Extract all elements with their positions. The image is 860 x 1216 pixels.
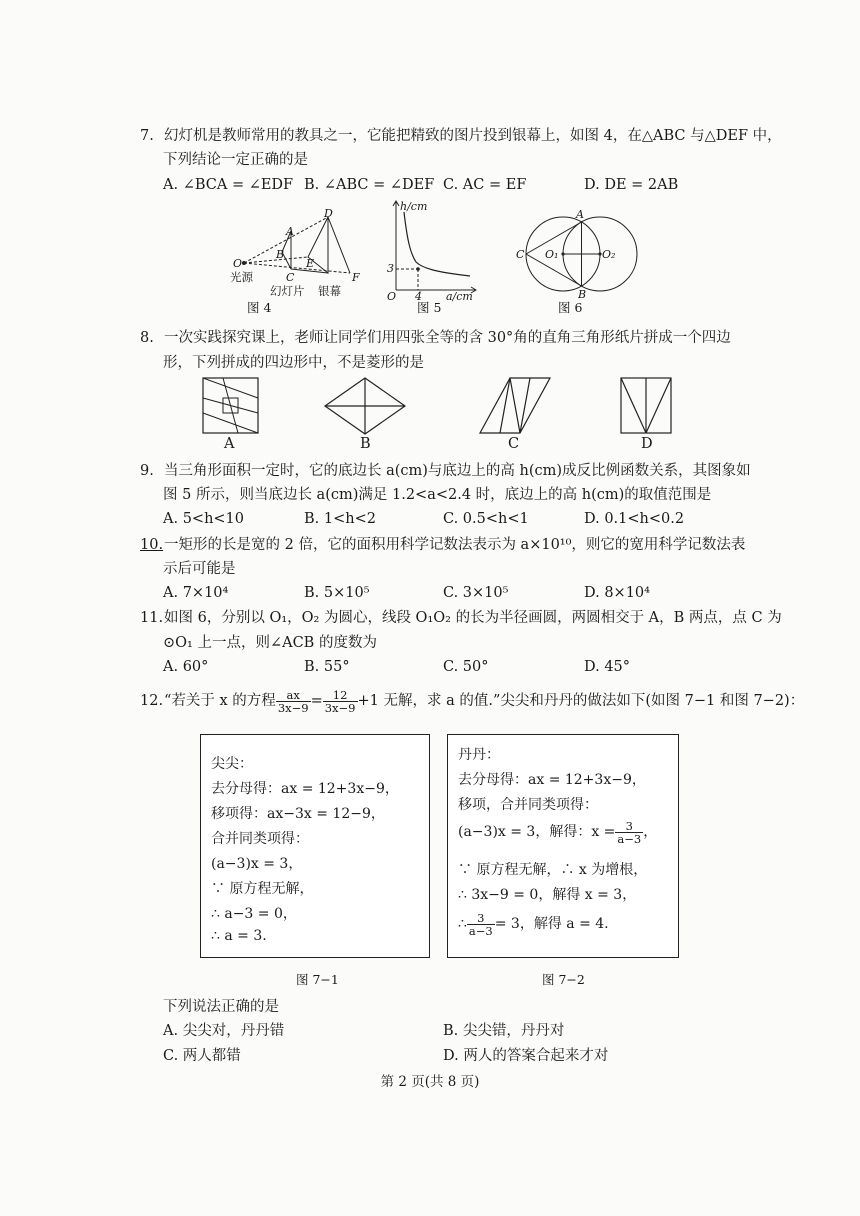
tick-y-3: 3 — [387, 262, 394, 275]
figure-7-1-caption: 图 7−1 — [296, 972, 339, 987]
fraction-2: $\frac{12}{3x-9}$ — [324, 687, 356, 715]
question-number: 10. — [140, 537, 164, 553]
label-O1: O₁ — [545, 248, 559, 261]
solution-line: ∴ a = 3. — [211, 928, 267, 944]
option-b[interactable]: B. 55° — [304, 659, 350, 675]
solution-line: 移项得：ax−3x = 12−9， — [211, 806, 385, 822]
question-text: 当三角形面积一定时，它的底边长 a(cm)与底边上的高 h(cm)成反比例函数关系，其图象如 — [164, 463, 751, 479]
origin-label: O — [387, 290, 397, 302]
question-10-line2: 示后可能是 — [163, 561, 236, 577]
solution-line: ∴ a−3 = 0， — [211, 906, 297, 922]
option-d[interactable]: D. 两人的答案合起来才对 — [443, 1048, 609, 1064]
question-text: 幻灯机是教师常用的教具之一，它能把精致的图片投到银幕上，如图 4，在△ABC 与△DEF 中， — [164, 128, 782, 144]
y-axis-label: h/cm — [400, 200, 428, 213]
figure-7-2-caption: 图 7−2 — [542, 972, 585, 987]
solution-line: 去分母得：ax = 12+3x−9， — [211, 781, 399, 797]
figure-a-label: A — [224, 436, 235, 452]
solution-line: (a−3)x = 3， — [211, 856, 303, 872]
solution-line: 尖尖： — [211, 756, 253, 772]
option-d[interactable]: D. 8×10⁴ — [584, 585, 650, 601]
question-7-line2: 下列结论一定正确的是 — [163, 152, 308, 168]
label-F: F — [352, 271, 360, 284]
figure-d[interactable] — [621, 378, 671, 433]
label-O2: O₂ — [602, 248, 616, 261]
question-text: 一次实践探究课上，老师让同学们用四张全等的含 30°角的直角三角形纸片拼成一个四边 — [164, 330, 731, 346]
screen-text: 银幕 — [318, 284, 341, 298]
question-8-figures — [195, 376, 695, 438]
figure-5-caption: 图 5 — [417, 300, 442, 315]
fraction: $\frac{3}{a-3}$ — [617, 818, 642, 846]
figure-c[interactable] — [480, 378, 550, 433]
figure-c-label: C — [508, 436, 520, 452]
light-source-text: 光源 — [230, 270, 253, 284]
option-c[interactable]: C. 0.5<h<1 — [443, 511, 529, 527]
label-O: O — [233, 257, 243, 270]
figure-b-label: B — [360, 436, 371, 452]
figure-6-circles — [512, 204, 640, 300]
question-text: 如图 6，分别以 O₁，O₂ 为圆心，线段 O₁O₂ 的长为半径画圆，两圆相交于 A，B 两点，点 C 为 — [164, 610, 782, 626]
question-10 — [140, 534, 745, 556]
option-d[interactable]: D. DE = 2AB — [584, 177, 679, 193]
x-axis-label: a/cm — [446, 290, 473, 302]
question-12: 12.“若关于 x 的方程 $\frac{ax}{3x-9}$ = $\frac{12}{3x-9}$ +1 无解，求 a 的值.”尖尖和丹丹的做法如下(如图 7−1 和图 7−2)： — [140, 687, 805, 715]
page-footer: 第 2 页(共 8 页) — [380, 1074, 480, 1090]
question-9-line2: 图 5 所示，则当底边长 a(cm)满足 1.2<a<2.4 时，底边上的高 h(cm)的取值范围是 — [163, 487, 712, 503]
solution-line: 去分母得：ax = 12+3x−9， — [458, 772, 646, 788]
slide-text: 幻灯片 — [270, 284, 305, 298]
solution-line: ∴ $\frac{3}{a-3}$ = 3，解得 a = 4. — [458, 910, 609, 938]
question-7 — [140, 125, 782, 147]
solution-line: ∵ 原方程无解，∴ x 为增根， — [458, 862, 648, 878]
label-A: A — [576, 208, 584, 221]
solution-line: 合并同类项得： — [211, 831, 309, 847]
question-8-line2: 形，下列拼成的四边形中，不是菱形的是 — [163, 355, 424, 371]
label-B: B — [276, 248, 285, 261]
solution-box-dandan — [447, 734, 679, 958]
question-text-pre: “若关于 x 的方程 — [164, 693, 276, 709]
question-11-line2: ⊙O₁ 上一点，则∠ACB 的度数为 — [163, 635, 377, 651]
question-number: 12. — [140, 693, 164, 709]
label-A: A — [286, 225, 294, 238]
fraction-1: $\frac{ax}{3x-9}$ — [277, 687, 309, 715]
label-E: E — [306, 257, 315, 270]
question-11 — [140, 607, 782, 629]
option-a[interactable]: A. 尖尖对，丹丹错 — [163, 1023, 285, 1039]
solution-box-jianjian — [200, 734, 430, 958]
question-number: 11. — [140, 610, 164, 626]
figure-a[interactable] — [203, 378, 258, 433]
figure-4-caption: 图 4 — [247, 300, 272, 315]
option-c[interactable]: C. AC = EF — [443, 177, 527, 193]
option-b[interactable]: B. 1<h<2 — [304, 511, 376, 527]
option-c[interactable]: C. 两人都错 — [163, 1048, 241, 1064]
label-C: C — [286, 271, 295, 284]
question-number: 8. — [140, 330, 154, 346]
question-8 — [140, 327, 731, 349]
question-text-post: +1 无解，求 a 的值.”尖尖和丹丹的做法如下(如图 7−1 和图 7−2)： — [357, 693, 805, 709]
solution-line: 丹丹： — [458, 747, 500, 763]
option-a[interactable]: A. 5<h<10 — [163, 511, 245, 527]
option-a[interactable]: A. 7×10⁴ — [163, 585, 229, 601]
label-C: C — [516, 248, 525, 261]
question-12-prompt: 下列说法正确的是 — [163, 999, 279, 1015]
figure-b[interactable] — [325, 378, 405, 434]
option-c[interactable]: C. 3×10⁵ — [443, 585, 509, 601]
option-a[interactable]: A. ∠BCA = ∠EDF — [163, 177, 294, 193]
fraction: $\frac{3}{a-3}$ — [468, 910, 493, 938]
figure-5-graph — [380, 198, 480, 302]
option-d[interactable]: D. 45° — [584, 659, 631, 675]
solution-line: 移项，合并同类项得： — [458, 797, 598, 813]
label-B: B — [578, 288, 587, 300]
option-b[interactable]: B. 5×10⁵ — [304, 585, 370, 601]
question-9 — [140, 460, 751, 482]
option-b[interactable]: B. 尖尖错，丹丹对 — [443, 1023, 565, 1039]
label-D: D — [324, 207, 333, 220]
question-text: 一矩形的长是宽的 2 倍，它的面积用科学记数法表示为 a×10¹⁰，则它的宽用科学记数法表 — [164, 537, 746, 553]
option-a[interactable]: A. 60° — [163, 659, 209, 675]
tick-x-4: 4 — [415, 290, 422, 302]
figure-6-caption: 图 6 — [558, 300, 583, 315]
option-c[interactable]: C. 50° — [443, 659, 489, 675]
solution-line: (a−3)x = 3，解得：x = $\frac{3}{a-3}$ ， — [458, 818, 658, 846]
question-number: 7. — [140, 128, 154, 144]
figure-d-label: D — [641, 436, 653, 452]
solution-line: ∴ 3x−9 = 0，解得 x = 3， — [458, 887, 637, 903]
solution-line: ∵ 原方程无解， — [211, 881, 314, 897]
question-number: 9. — [140, 463, 154, 479]
option-b[interactable]: B. ∠ABC = ∠DEF — [304, 177, 435, 193]
option-d[interactable]: D. 0.1<h<0.2 — [584, 511, 685, 527]
